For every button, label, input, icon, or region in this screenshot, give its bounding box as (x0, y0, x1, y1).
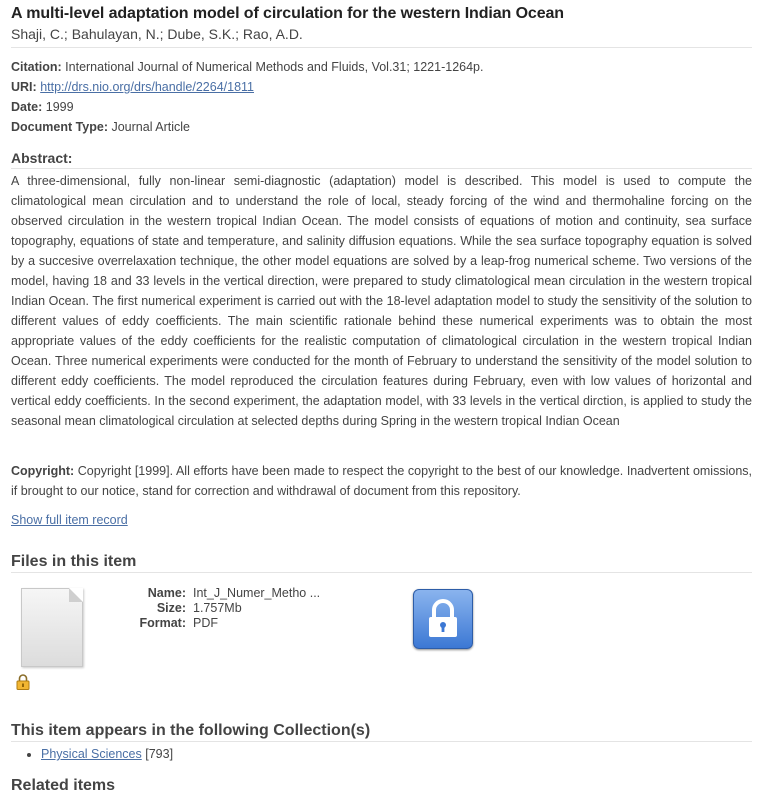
abstract-heading: Abstract: (11, 150, 73, 166)
padlock-icon (414, 590, 472, 648)
document-type-value: Journal Article (111, 120, 190, 134)
file-format: PDF (193, 616, 218, 630)
lock-icon (16, 674, 30, 690)
collections-list (11, 746, 173, 762)
collection-count: [793] (145, 747, 174, 761)
file-name-label: Name: (147, 586, 186, 600)
restricted-access-icon[interactable] (413, 589, 473, 649)
date-value: 1999 (45, 100, 74, 114)
divider (11, 572, 752, 573)
collection-link-physical-sciences[interactable]: Physical Sciences (41, 747, 142, 761)
file-size: 1.757Mb (193, 601, 242, 615)
file-name: Int_J_Numer_Metho ... (193, 586, 321, 600)
uri-link[interactable]: http://drs.nio.org/drs/handle/2264/1811 (40, 80, 254, 94)
uri-label: URI: (11, 80, 37, 94)
collections-heading: This item appears in the following Collection(s) (11, 722, 371, 739)
uri-field (11, 80, 254, 94)
list-item (41, 746, 173, 762)
date-label: Date: (11, 100, 43, 114)
abstract-text: A three-dimensional, fully non-linear semi-diagnostic (adaptation) model is described. This model is used to compute the climatological mean circulation and to understand the role of local, steady forcing of the wind and thermohaline forcing on the observed circulation in the western tropical Indian Ocean. The model consists of equations of motion and continuity, sea surface topography, equations of state and temperature, and salinity diffusion equations. While the sea surface topography equation is solved by a succesive overrelaxation technique, the other model equations are solved by a leap-frog numerical scheme. Two versions of the model, having 18 and 33 levels in the vertical direction, were prepared to study climatological mean circulation in the western tropical Indian Ocean. The first numerical experiment is carried out with the 18-level adaptation model to study the sensitivity of the solution to different values of eddy coefficients. The main scientific rationale behind these numerical experiments was to obtain the most appropriate values of the eddy coefficients for the realistic computation of climatological circulation in the western tropical Indian Ocean. Three numerical experiments were conducted for the month of February to understand the sensitivity of the model solution to different eddy coefficients. The model reproduced the circulation features during February, even with low values of horizontal and vertical eddy coefficients. In the second experiment, the adaptation model, with 33 levels in the vertical dirction, is applied to study the seasonal mean climatological circulation at selected depths during Spring in the western tropical Indian Ocean (11, 174, 752, 428)
divider (11, 741, 752, 742)
file-format-label: Format: (139, 616, 186, 630)
citation-label: Citation: (11, 60, 62, 74)
citation-field (11, 60, 483, 74)
document-thumbnail-icon[interactable] (21, 588, 83, 667)
copyright-field (11, 461, 752, 501)
item-title: A multi-level adaptation model of circulation for the western Indian Ocean (11, 5, 564, 22)
file-info (116, 586, 320, 631)
document-type-field (11, 120, 190, 134)
item-authors: Shaji, C.; Bahulayan, N.; Dube, S.K.; Rao, A.D. (11, 26, 303, 42)
copyright-text: Copyright [1999]. All efforts have been made to respect the copyright to the best of our knowledge. Inadvertent omissions, if brought to our notice, stand for correction and withdrawal of document from this repository. (11, 464, 752, 498)
file-size-label: Size: (156, 601, 186, 615)
citation-value: International Journal of Numerical Methods and Fluids, Vol.31; 1221-1264p. (65, 60, 484, 74)
divider (11, 168, 752, 169)
divider (11, 47, 752, 48)
files-heading: Files in this item (11, 553, 137, 570)
show-full-record-link[interactable]: Show full item record (11, 513, 128, 527)
related-items-heading: Related items (11, 777, 116, 794)
date-field (11, 100, 74, 114)
document-type-label: Document Type: (11, 120, 108, 134)
copyright-label: Copyright: (11, 464, 75, 478)
